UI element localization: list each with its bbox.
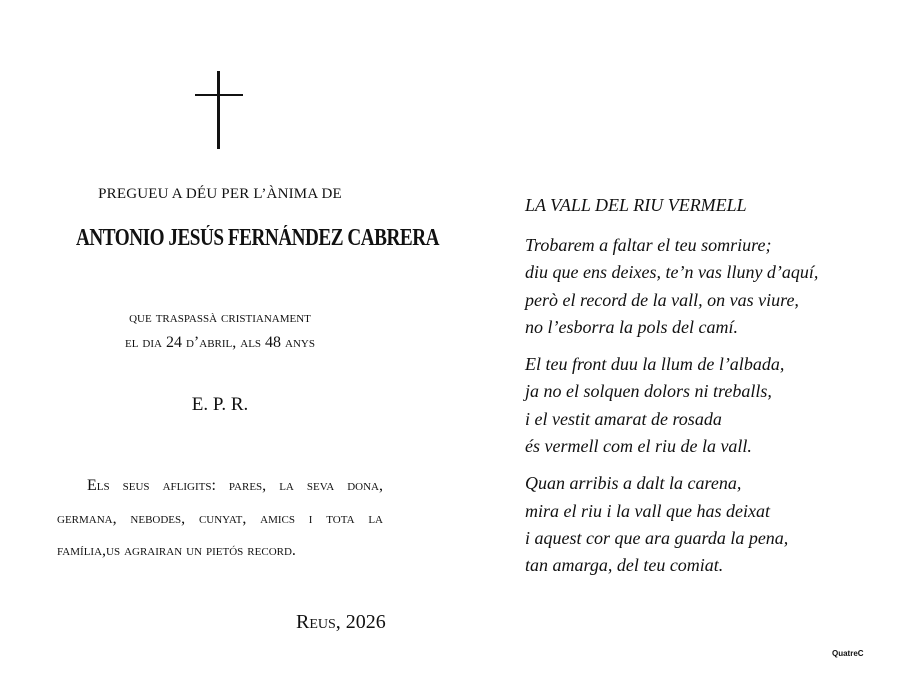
poem-line: ja no el solquen dolors ni treballs, <box>525 381 772 402</box>
poem-stanza <box>525 470 865 579</box>
place-date <box>296 611 386 634</box>
cross-icon <box>195 71 243 149</box>
poem-line: Quan arribis a dalt la carena, <box>525 473 742 494</box>
poem-line: Trobarem a faltar el teu somriure; <box>525 235 772 255</box>
deceased-name: ANTONIO JESÚS FERNÁNDEZ CABRERA <box>76 225 439 251</box>
poem-stanza <box>525 351 865 460</box>
place-city: Reus <box>296 611 336 633</box>
poem-line: és vermell com el riu de la vall. <box>525 436 752 457</box>
printer-mark: QuatreC <box>832 649 864 658</box>
passed-prefix: el dia <box>124 334 166 351</box>
poem-line: tan amarga, del teu comiat. <box>525 555 724 576</box>
poem-stanza <box>525 232 865 341</box>
poem <box>525 192 865 590</box>
family-text: Els seus afligits: pares, la seva dona, germana, nebodes, cunyat, amics i tota la família,us agrairan un pietós record. <box>57 477 383 559</box>
poem-line: mira el riu i la vall que has deixat <box>525 500 770 521</box>
poem-line: i aquest cor que ara guarda la pena, <box>525 527 789 548</box>
place-year: , 2026 <box>335 611 386 633</box>
passed-suffix: anys <box>281 334 315 351</box>
poem-line: El teu front duu la llum de l’albada, <box>525 354 785 375</box>
poem-title: LA VALL DEL RIU VERMELL <box>525 195 747 215</box>
pray-line: PREGUEU A DÉU PER L’ÀNIMA DE <box>98 186 342 202</box>
passed-line-1: que traspassà cristianament <box>129 309 311 326</box>
passed-line-2 <box>60 334 380 352</box>
epr-text: E. P. R. <box>191 394 249 415</box>
family-message <box>57 470 383 568</box>
poem-line: diu que ens deixes, te’n vas lluny d’aquí, <box>525 262 819 283</box>
poem-line: no l’esborra la pols del camí. <box>525 316 738 337</box>
passed-age: 48 <box>265 334 282 351</box>
poem-line: però el record de la vall, on vas viure, <box>525 289 799 310</box>
passed-day: 24 <box>165 334 182 351</box>
poem-line: i el vestit amarat de rosada <box>525 408 722 429</box>
passed-mid: d’abril, als <box>181 334 266 351</box>
